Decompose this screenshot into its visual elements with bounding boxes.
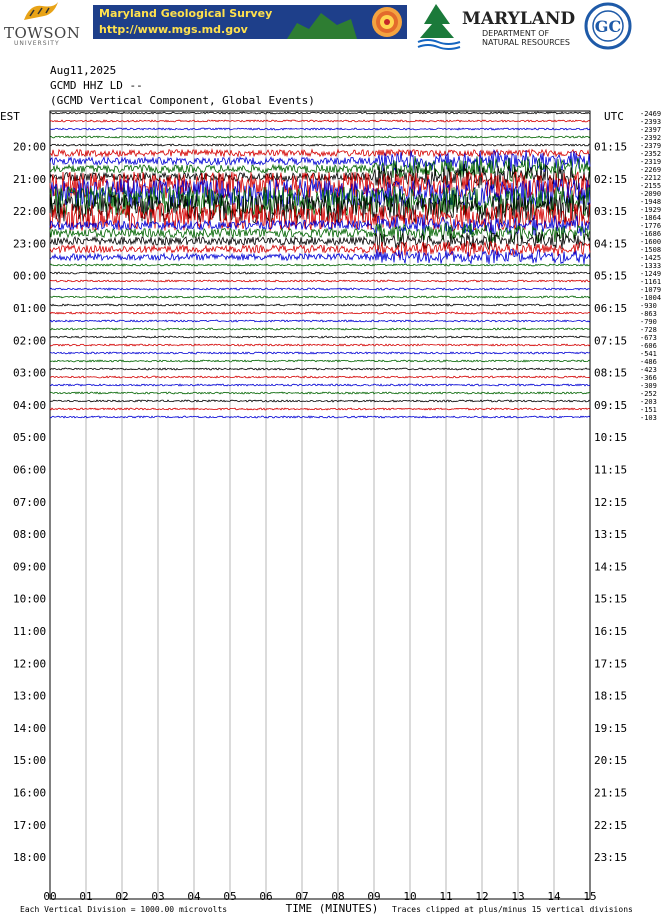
utc-hour-label: 04:15: [594, 237, 628, 251]
utc-hour-label: 20:15: [594, 754, 628, 768]
utc-hour-label: 08:15: [594, 366, 628, 380]
est-hour-label: 15:00: [13, 754, 47, 768]
dnr-line-2: NATURAL RESOURCES: [482, 38, 571, 47]
trace-values: [640, 110, 661, 422]
trace-value: -103: [640, 414, 657, 422]
trace-value: -1686: [640, 230, 662, 238]
utc-hour-label: 18:15: [594, 689, 628, 703]
seismic-trace: [50, 312, 590, 314]
minute-gridlines: [86, 111, 554, 899]
seismic-trace: [50, 112, 590, 114]
trace-value: -1161: [640, 278, 662, 286]
utc-axis: [594, 141, 627, 865]
utc-hour-label: 11:15: [594, 463, 628, 477]
trace-value: -2155: [640, 182, 662, 190]
est-hour-label: 23:00: [13, 237, 47, 251]
trace-value: -930: [640, 302, 657, 310]
utc-hour-label: 01:15: [594, 140, 628, 154]
seismic-trace: [50, 376, 590, 378]
trace-value: -252: [640, 390, 657, 398]
utc-hour-label: 05:15: [594, 269, 628, 283]
seismic-trace: [50, 320, 590, 322]
utc-hour-label: 22:15: [594, 818, 628, 832]
trace-value: -2352: [640, 150, 662, 158]
x-tick-label: 14: [547, 890, 561, 903]
est-hour-label: 22:00: [13, 205, 47, 219]
utc-hour-label: 14:15: [594, 560, 628, 574]
trace-value: -2319: [640, 158, 662, 166]
trace-value: -2090: [640, 190, 662, 198]
utc-hour-label: 17:15: [594, 657, 628, 671]
seismic-trace: [50, 416, 590, 418]
trace-value: -2392: [640, 134, 662, 142]
x-tick-label: 13: [511, 890, 525, 903]
est-hour-label: 09:00: [13, 560, 47, 574]
seismic-trace: [50, 249, 590, 264]
seismic-trace: [50, 304, 590, 306]
trace-value: -2469: [640, 110, 662, 118]
seismic-trace: [50, 360, 590, 362]
trace-value: -203: [640, 398, 657, 406]
seismic-trace: [50, 368, 590, 370]
est-hour-label: 00:00: [13, 269, 47, 283]
est-hour-label: 07:00: [13, 495, 47, 509]
mgs-url[interactable]: http://www.mgs.md.gov: [99, 23, 248, 36]
trace-value: -863: [640, 310, 657, 318]
trace-value: -2269: [640, 166, 662, 174]
utc-hour-label: 13:15: [594, 528, 628, 542]
est-hour-label: 06:00: [13, 463, 47, 477]
chart-description: (GCMD Vertical Component, Global Events): [50, 94, 315, 107]
est-hour-label: 12:00: [13, 657, 47, 671]
seismic-trace: [50, 120, 590, 122]
seismic-trace: [50, 384, 590, 386]
est-hour-label: 02:00: [13, 334, 47, 348]
trace-value: -1929: [640, 206, 662, 214]
est-hour-label: 01:00: [13, 302, 47, 315]
seismic-trace: [50, 128, 590, 130]
trace-value: -1948: [640, 198, 662, 206]
x-tick-label: 09: [367, 890, 381, 903]
seismic-trace: [50, 336, 590, 338]
est-hour-label: 05:00: [13, 431, 47, 445]
trace-value: -1508: [640, 246, 662, 254]
utc-zone-label: UTC: [604, 110, 624, 123]
trace-value: -790: [640, 318, 657, 326]
seismic-trace: [50, 272, 590, 274]
trace-value: -2379: [640, 142, 662, 150]
x-tick-label: 07: [295, 890, 309, 903]
trace-value: -2397: [640, 126, 662, 134]
trace-value: -1776: [640, 222, 662, 230]
x-tick-label: 15: [583, 890, 597, 903]
est-hour-label: 14:00: [13, 721, 47, 735]
utc-hour-label: 19:15: [594, 721, 628, 735]
est-hour-label: 18:00: [13, 851, 47, 865]
x-tick-label: 12: [475, 890, 489, 903]
seismic-trace: [50, 280, 590, 282]
trace-value: -1600: [640, 238, 662, 246]
est-hour-label: 11:00: [13, 625, 47, 638]
x-tick-label: 10: [403, 890, 417, 903]
trace-value: -673: [640, 334, 657, 342]
dnr-line-1: DEPARTMENT OF: [482, 29, 550, 38]
x-tick-label: 03: [151, 890, 165, 903]
trace-value: -606: [640, 342, 657, 350]
utc-hour-label: 21:15: [594, 786, 628, 800]
x-tick-label: 04: [187, 890, 201, 903]
x-tick-label: 08: [331, 890, 345, 903]
seismic-trace: [50, 288, 590, 290]
x-tick-label: 06: [259, 890, 273, 903]
seismic-trace: [50, 136, 590, 138]
seismic-trace: [50, 328, 590, 330]
trace-value: -1004: [640, 294, 662, 302]
seismic-trace: [50, 296, 590, 298]
est-hour-label: 04:00: [13, 398, 47, 412]
trace-value: -541: [640, 350, 657, 358]
trace-value: -1079: [640, 286, 662, 294]
est-hour-label: 21:00: [13, 172, 47, 186]
utc-hour-label: 10:15: [594, 431, 628, 445]
traces: [50, 112, 590, 418]
utc-hour-label: 06:15: [594, 302, 628, 315]
college-seal-text: GC: [594, 17, 622, 36]
est-hour-label: 03:00: [13, 366, 47, 380]
x-axis-label: TIME (MINUTES): [285, 902, 379, 915]
trace-value: -728: [640, 326, 657, 334]
dnr-title: MARYLAND: [462, 9, 576, 29]
utc-hour-label: 16:15: [594, 625, 628, 638]
utc-hour-label: 15:15: [594, 592, 628, 606]
x-tick-label: 05: [223, 890, 237, 903]
est-hour-label: 13:00: [13, 689, 47, 703]
seismic-trace: [50, 352, 590, 354]
utc-hour-label: 09:15: [594, 398, 628, 412]
utc-hour-label: 02:15: [594, 172, 628, 186]
est-axis: [13, 141, 46, 865]
towson-name: TOWSON: [4, 24, 81, 42]
est-hour-label: 17:00: [13, 818, 47, 832]
footer-clip-note: Traces clipped at plus/minus 15 vertical divisions: [392, 905, 633, 914]
footer-scale-note: Each Vertical Division = 1000.00 microvolts: [20, 905, 228, 914]
x-tick-label: 01: [79, 890, 93, 903]
seismic-trace: [50, 408, 590, 410]
seismic-trace: [50, 264, 590, 266]
towson-subtitle: UNIVERSITY: [14, 40, 60, 47]
est-hour-label: 10:00: [13, 592, 47, 606]
utc-hour-label: 12:15: [594, 495, 628, 509]
chart-date: Aug11,2025: [50, 64, 117, 77]
trace-value: -2393: [640, 118, 662, 126]
est-zone-label: EST: [0, 110, 20, 123]
seismic-trace: [50, 150, 590, 157]
trace-value: -1425: [640, 254, 662, 262]
x-tick-label: 00: [43, 890, 57, 903]
utc-hour-label: 03:15: [594, 205, 628, 219]
trace-value: -1249: [640, 270, 662, 278]
trace-value: -2212: [640, 174, 662, 182]
est-hour-label: 08:00: [13, 528, 47, 542]
mgs-title: Maryland Geological Survey: [99, 7, 273, 20]
trace-value: -1864: [640, 214, 662, 222]
x-tick-label: 02: [115, 890, 129, 903]
est-hour-label: 20:00: [13, 140, 47, 154]
seismic-trace: [50, 344, 590, 346]
seismic-trace: [50, 400, 590, 402]
utc-hour-label: 23:15: [594, 851, 628, 865]
x-tick-label: 11: [439, 890, 453, 903]
utc-hour-label: 07:15: [594, 334, 628, 348]
trace-value: -1333: [640, 262, 662, 270]
trace-value: -486: [640, 358, 657, 366]
trace-value: -423: [640, 366, 657, 374]
seismic-trace: [50, 392, 590, 394]
seismic-trace: [50, 144, 590, 146]
trace-value: -151: [640, 406, 657, 414]
trace-value: -366: [640, 374, 657, 382]
chart-station: GCMD HHZ LD --: [50, 79, 143, 92]
trace-value: -309: [640, 382, 657, 390]
est-hour-label: 16:00: [13, 786, 47, 800]
